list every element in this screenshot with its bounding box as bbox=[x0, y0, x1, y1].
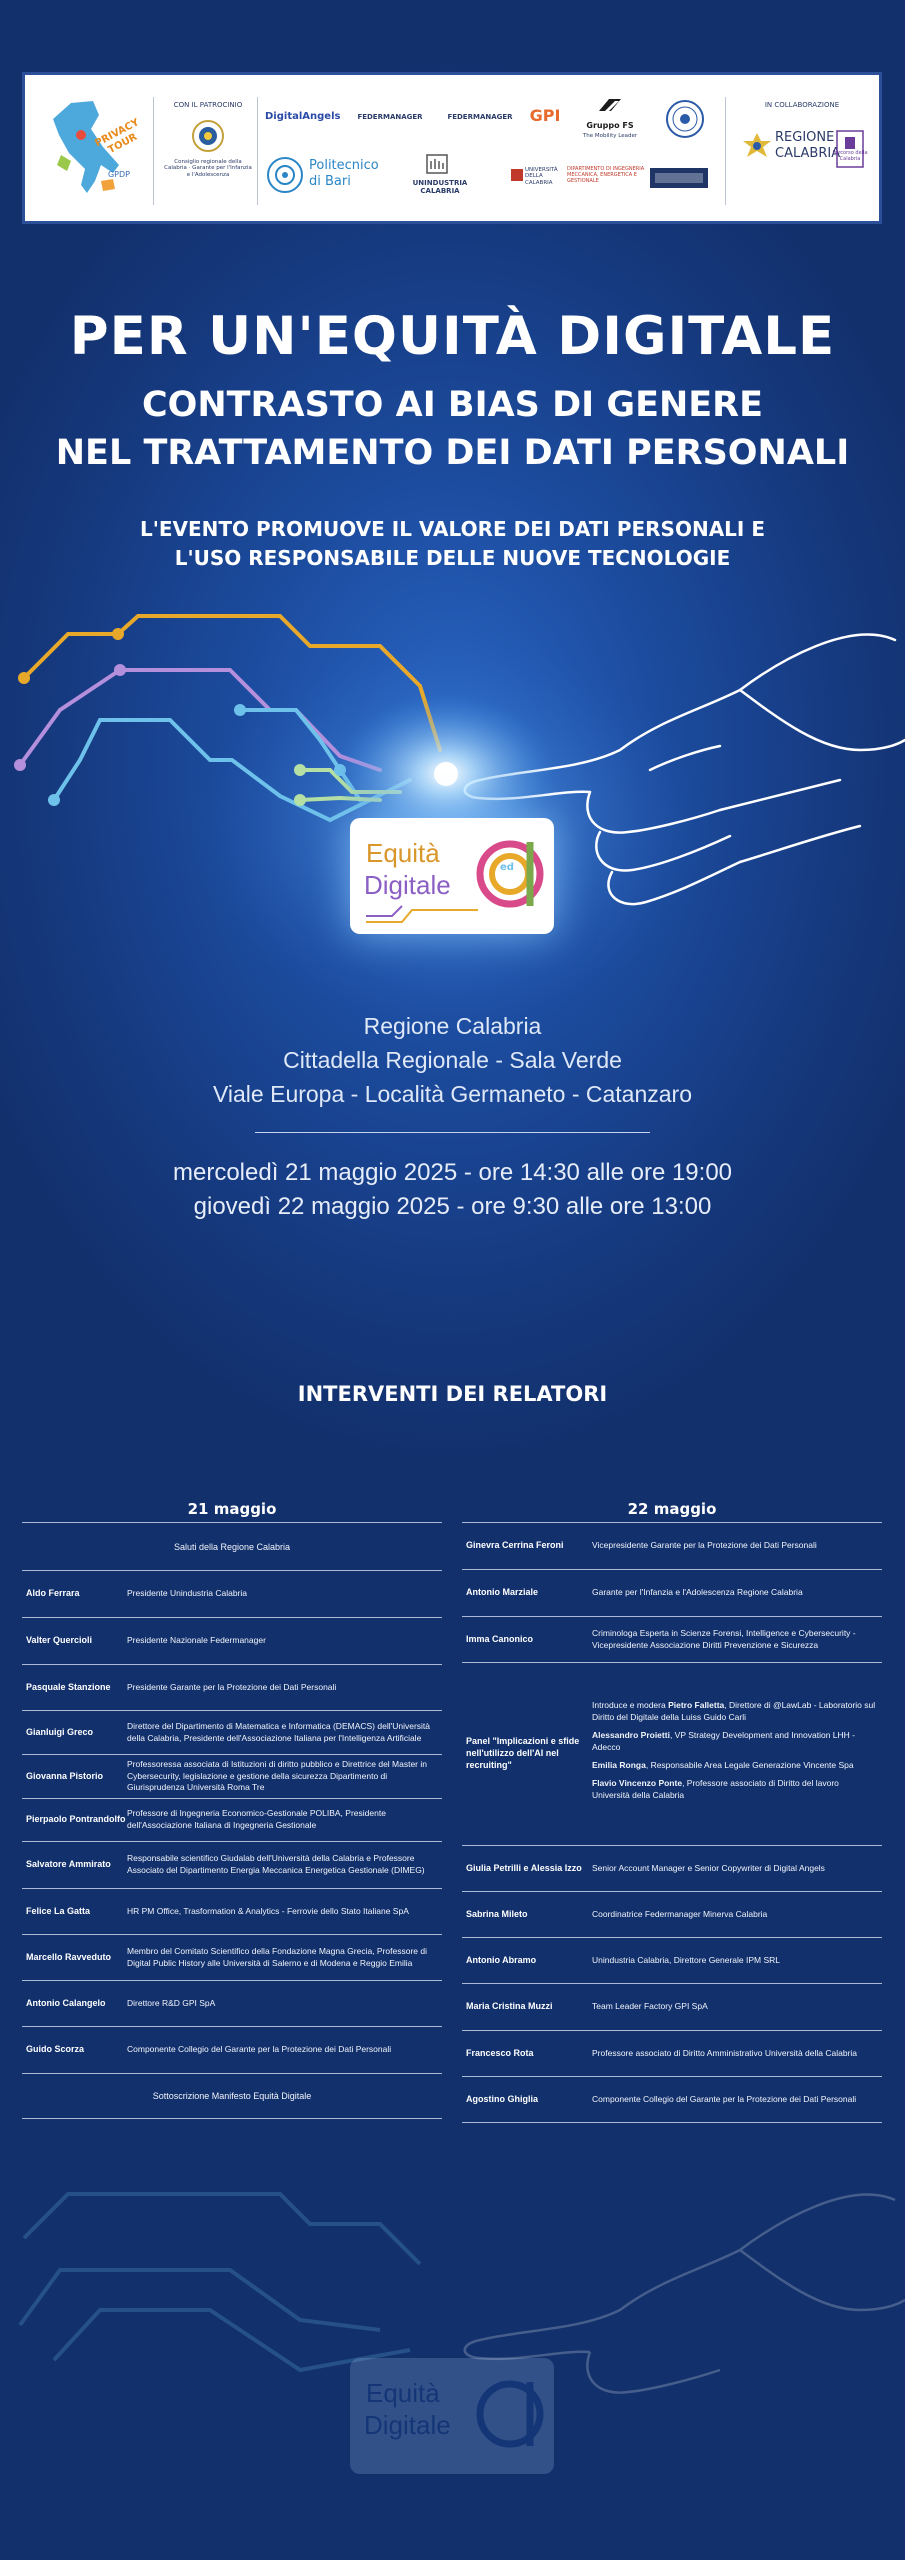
footer-badge bbox=[350, 2358, 554, 2474]
speaker-row bbox=[462, 1937, 882, 1983]
divider bbox=[725, 97, 726, 205]
marker-icon bbox=[835, 129, 865, 169]
agenda-note: Sottoscrizione Manifesto Equità Digitale bbox=[152, 2091, 312, 2101]
federmanager-logo-2: FEDERMANAGER bbox=[447, 113, 513, 121]
speaker-row bbox=[22, 1934, 442, 1980]
table-end-rule bbox=[22, 2118, 442, 2119]
speaker-row bbox=[22, 1798, 442, 1841]
gruppo-fs-sub: The Mobility Leader bbox=[582, 133, 638, 139]
regione-logo-2: CALABRIA bbox=[775, 146, 841, 161]
gruppo-fs-icon bbox=[595, 95, 625, 115]
panel-speaker-role: , Professore associato di Diritto del lavoro Università della Calabria bbox=[592, 1777, 839, 1800]
patrocinio-org: Consiglio regionale della Calabria · Garante per l'Infanzia e l'Adolescenza bbox=[164, 159, 252, 178]
speaker-row bbox=[22, 1664, 442, 1710]
speaker-name: Antonio Calangelo bbox=[26, 1997, 106, 2008]
panel-speaker-role: , Direttore di @LawLab - Laboratorio sul Diritto del Digitale della Luiss Guido Carli bbox=[592, 1700, 876, 1723]
marker-label: Percorso della Calabria bbox=[832, 150, 868, 162]
speaker-name: Giovanna Pistorio bbox=[26, 1770, 104, 1781]
divider bbox=[153, 97, 154, 205]
speaker-row bbox=[22, 1888, 442, 1934]
collaborazione-label: IN COLLABORAZIONE bbox=[764, 101, 840, 109]
footer-badge-word-2: Digitale bbox=[364, 2410, 451, 2440]
speaker-name: Francesco Rota bbox=[466, 2047, 534, 2058]
divider bbox=[257, 97, 258, 205]
speaker-row bbox=[22, 1617, 442, 1664]
privacy-tour-sub: GPDP bbox=[107, 170, 130, 179]
speaker-name: Agostino Ghiglia bbox=[466, 2093, 538, 2104]
panel-speaker-name: Alessandro Proietti bbox=[592, 1730, 670, 1741]
date-line-1: mercoledì 21 maggio 2025 - ore 14:30 alle ore 19:00 bbox=[172, 1159, 733, 1186]
speaker-role: HR PM Office, Trasformation & Analytics - Ferrovie dello Stato Italiane SpA bbox=[127, 1905, 409, 1916]
speaker-role bbox=[592, 1700, 882, 1807]
speaker-row bbox=[22, 1754, 442, 1798]
speaker-role: Senior Account Manager e Senior Copywriter di Digital Angels bbox=[592, 1862, 825, 1873]
panel-speaker-name: Emilia Ronga bbox=[592, 1759, 646, 1770]
university-seal bbox=[665, 99, 705, 139]
programme-day-2 bbox=[462, 1496, 882, 2123]
speaker-name: Maria Cristina Muzzi bbox=[466, 2001, 553, 2012]
speaker-role: Direttore R&D GPI SpA bbox=[127, 1997, 216, 2008]
federmanager-logo-1: FEDERMANAGER bbox=[357, 113, 423, 121]
panel-speaker bbox=[592, 1760, 876, 1772]
speaker-row bbox=[22, 1980, 442, 2026]
speaker-name: Antonio Abramo bbox=[466, 1954, 537, 1965]
speaker-role: Componente Collegio del Garante per la Protezione dei Dati Personali bbox=[127, 2044, 392, 2055]
speaker-row bbox=[462, 2076, 882, 2122]
speaker-name: Marcello Ravveduto bbox=[26, 1951, 112, 1962]
section-title: INTERVENTI DEI RELATORI bbox=[297, 1382, 608, 1406]
speaker-role: Team Leader Factory GPI SpA bbox=[592, 2001, 708, 2012]
speaker-role: Professore di Ingegneria Economico-Gestionale POLIBA, Presidente dell'Associazione Italiana di Ingegneria Gestionale bbox=[127, 1808, 386, 1830]
sponsor-logo-bar bbox=[22, 72, 882, 224]
footer-badge-word-1: Equità bbox=[366, 2378, 440, 2408]
speaker-row bbox=[462, 1662, 882, 1845]
speaker-name: Sabrina Mileto bbox=[466, 1908, 528, 1919]
politecnico-logo: Politecnico bbox=[309, 158, 379, 173]
subtitle-line-1: CONTRASTO AI BIAS DI GENERE bbox=[141, 385, 764, 425]
panel-speaker-role: , Responsabile Area Legale Generazione Vincente Spa bbox=[645, 1759, 854, 1770]
badge-word-1: Equità bbox=[366, 838, 440, 868]
unical-emblem bbox=[509, 167, 525, 183]
programme-day-1 bbox=[22, 1496, 442, 2119]
panel-speaker-role: , VP Strategy Development and Innovation LHH - Adecco bbox=[592, 1730, 855, 1753]
speaker-name: Felice La Gatta bbox=[26, 1905, 91, 1916]
gpi-logo: GPI bbox=[529, 106, 561, 125]
speaker-name: Ginevra Cerrina Feroni bbox=[466, 1540, 564, 1551]
panel-speaker bbox=[592, 1778, 876, 1802]
regione-crest bbox=[741, 131, 773, 163]
panel-speaker-name: Flavio Vincenzo Ponte bbox=[592, 1777, 683, 1788]
speaker-row bbox=[462, 1522, 882, 1569]
speaker-role: Unindustria Calabria, Direttore Generale IPM SRL bbox=[592, 1954, 781, 1965]
equita-digitale-badge bbox=[350, 818, 554, 934]
speaker-role: Professore associato di Diritto Amministrativo Università della Calabria bbox=[592, 2047, 858, 2058]
speaker-role: Direttore del Dipartimento di Matematica e Informatica (DEMACS) dell'Università della Calabria, Presidente dell'Associazione Italiana per l'Intelligenza Artificiale bbox=[127, 1720, 431, 1743]
venue-divider bbox=[255, 1132, 650, 1133]
footer-badge-mark bbox=[468, 2368, 548, 2458]
agenda-note-row bbox=[22, 2073, 442, 2118]
gruppo-fs-label: Gruppo FS bbox=[586, 121, 634, 130]
speaker-role: Membro del Comitato Scientifico della Fondazione Magna Grecia, Professore di Digital Public History alle Università di Salerno e di Modena e Reggio Emilia bbox=[127, 1945, 428, 1968]
speaker-row bbox=[462, 2030, 882, 2076]
speaker-name: Antonio Marziale bbox=[466, 1587, 539, 1598]
speaker-role: Criminologa Esperta in Scienze Forensi, Intelligence e Cybersecurity - Vicepresidente Associazione Diritti Prevenzione e Sicurezza bbox=[592, 1627, 856, 1650]
tagline-line-1: L'EVENTO PROMUOVE IL VALORE DEI DATI PERSONALI E bbox=[140, 517, 765, 541]
patrocinio-label: CON IL PATROCINIO bbox=[173, 101, 243, 109]
digital-angels-logo: DigitalAngels bbox=[265, 111, 341, 122]
speaker-row bbox=[22, 1710, 442, 1754]
speaker-row bbox=[22, 1841, 442, 1888]
main-title: PER UN'EQUITÀ DIGITALE bbox=[69, 306, 836, 367]
agenda-note-row bbox=[22, 1522, 442, 1570]
speaker-name: Imma Canonico bbox=[466, 1633, 534, 1644]
speaker-role: Garante per l'Infanzia e l'Adolescenza Regione Calabria bbox=[592, 1587, 803, 1598]
table-end-rule bbox=[462, 2122, 882, 2123]
unical-logo: UNIVERSITÀ DELLA CALABRIA bbox=[525, 167, 558, 186]
speaker-role: Componente Collegio del Garante per la Protezione dei Dati Personali bbox=[592, 2093, 857, 2104]
politecnico-emblem bbox=[265, 155, 305, 195]
speaker-name: Pierpaolo Pontrandolfo bbox=[26, 1814, 126, 1825]
speaker-name: Pasquale Stanzione bbox=[26, 1681, 111, 1692]
hero-illustration bbox=[0, 600, 905, 1020]
speaker-row bbox=[462, 1616, 882, 1662]
unindustria-logo: UNINDUSTRIA CALABRIA bbox=[412, 179, 468, 196]
patrocinio-seal bbox=[191, 119, 225, 153]
speaker-role: Presidente Unindustria Calabria bbox=[127, 1588, 248, 1599]
tagline-line-2: L'USO RESPONSABILE DELLE NUOVE TECNOLOGIE bbox=[174, 546, 731, 570]
unical-dept: DIPARTIMENTO DI INGEGNERIA MECCANICA, ENERGETICA E GESTIONALE bbox=[567, 166, 645, 184]
badge-word-2: Digitale bbox=[364, 870, 451, 900]
panel-intro: Introduce e modera bbox=[592, 1700, 669, 1711]
speaker-name: Gianluigi Greco bbox=[26, 1726, 94, 1737]
speaker-row bbox=[462, 1569, 882, 1616]
speaker-role: Coordinatrice Federmanager Minerva Calabria bbox=[592, 1908, 768, 1919]
privacy-tour-label: PRIVACY TOUR bbox=[93, 117, 142, 156]
venue-line-2: Cittadella Regionale - Sala Verde bbox=[283, 1047, 622, 1073]
speaker-role: Presidente Nazionale Federmanager bbox=[127, 1635, 266, 1646]
speaker-name: Aldo Ferrara bbox=[26, 1588, 80, 1599]
panel-speaker bbox=[592, 1700, 876, 1724]
speaker-name: Valter Quercioli bbox=[26, 1635, 93, 1646]
badge-ed-mark-text: ed bbox=[500, 862, 514, 873]
speaker-name: Salvatore Ammirato bbox=[26, 1859, 111, 1870]
badge-circuit-decoration bbox=[362, 904, 482, 926]
speaker-name: Guido Scorza bbox=[26, 2044, 85, 2055]
agenda-note: Saluti della Regione Calabria bbox=[173, 1541, 291, 1552]
panel-speaker bbox=[592, 1730, 876, 1754]
speaker-role: Responsabile scientifico Giudalab dell'Università della Calabria e Professore Associato del Dipartimento Energia Meccanica Energetica Gestionale (DIMEG) bbox=[127, 1853, 425, 1875]
subtitle-line-2: NEL TRATTAMENTO DEI DATI PERSONALI bbox=[55, 433, 850, 473]
speaker-role: Presidente Garante per la Protezione dei Dati Personali bbox=[127, 1681, 337, 1692]
venue-line-1: Regione Calabria bbox=[363, 1013, 542, 1039]
speaker-row bbox=[462, 1891, 882, 1937]
speaker-role: Professoressa associata di Istituzioni di diritto pubblico e Direttrice del Master in Cybersecurity, legislazione e gestione della sicurezza Dipartimento di Giurisprudenza Università Roma Tre bbox=[127, 1758, 427, 1793]
regione-logo: REGIONE bbox=[775, 130, 835, 145]
speaker-row bbox=[22, 1570, 442, 1617]
speaker-row bbox=[462, 1983, 882, 2030]
speaker-role: Vicepresidente Garante per la Protezione dei Dati Personali bbox=[592, 1540, 817, 1551]
speaker-row bbox=[462, 1845, 882, 1891]
panel-speaker-name: Pietro Falletta bbox=[668, 1700, 725, 1711]
speaker-name: Giulia Petrilli e Alessia Izzo bbox=[466, 1862, 582, 1873]
speaker-name: Panel "Implicazioni e sfide nell'utilizzo dell'AI nel recruiting" bbox=[466, 1736, 580, 1770]
day-1-heading: 21 maggio bbox=[187, 1500, 277, 1518]
unindustria-emblem bbox=[425, 153, 449, 175]
date-line-2: giovedì 22 maggio 2025 - ore 9:30 alle ore 13:00 bbox=[193, 1193, 712, 1220]
venue-line-3: Viale Europa - Località Germaneto - Catanzaro bbox=[212, 1081, 692, 1107]
institution-badge bbox=[649, 167, 709, 189]
day-2-heading: 22 maggio bbox=[627, 1500, 717, 1518]
politecnico-sub: di Bari bbox=[309, 174, 351, 189]
speaker-row bbox=[22, 2026, 442, 2073]
